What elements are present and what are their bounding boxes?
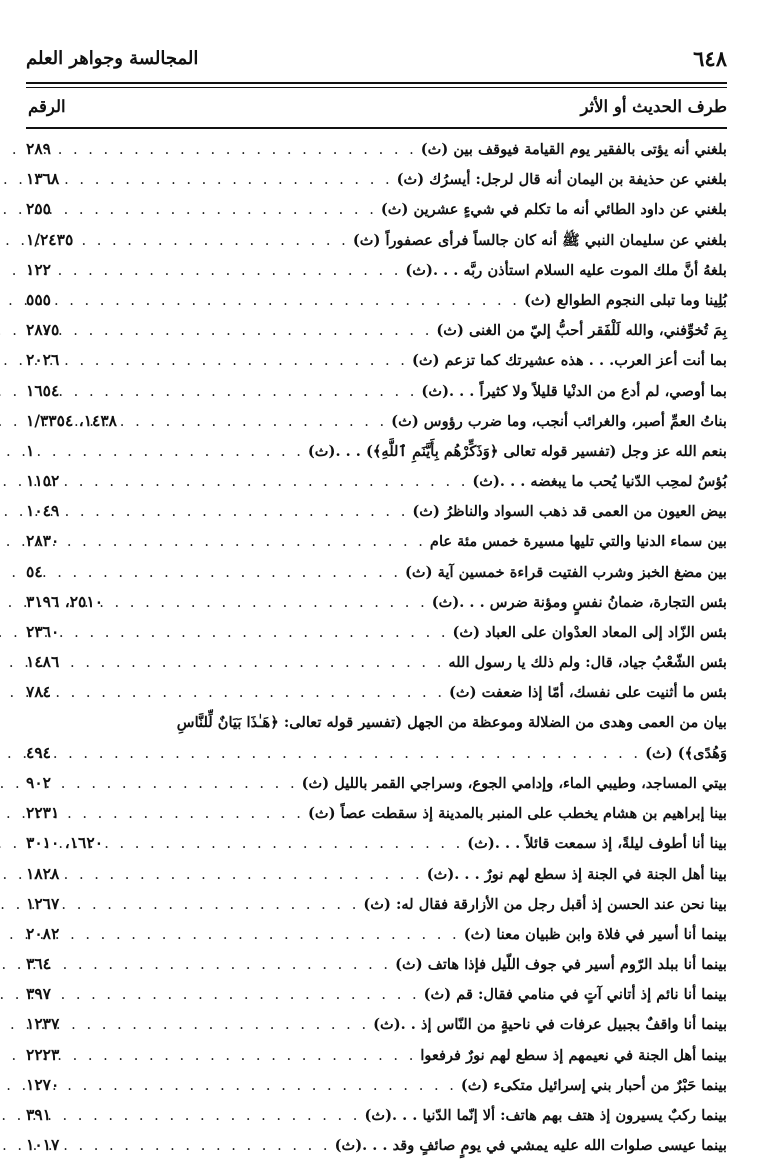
index-entry [26,1100,727,1130]
leader-dots [59,739,641,769]
index-entry [26,647,727,677]
leader-dots [51,558,401,588]
index-entry [26,345,727,375]
entry-text: بينما أنا أسير في فلاة وابن ظبيان معنا (ث) [463,925,727,943]
entry-number: ١٢٣٧ [26,1014,60,1034]
entry-text: بئس ما أثنيت على نفسك، أمّا إذا ضعفت (ث) [448,684,727,702]
entry-number: ٤٩٤ [26,742,51,762]
index-entry [26,587,727,617]
entry-number: ١٨٢٨ [26,863,60,883]
running-header [26,44,727,80]
leader-dots [67,165,392,195]
book-title: المجالسة وجواهر العلم [26,48,199,69]
index-entries [26,134,727,1160]
leader-dots [59,950,391,980]
index-entry [26,194,727,224]
entry-text: بئس الشّعْبُ جياد، قال: ولم ذلك يا رسول الله [448,654,727,672]
entry-number: ٢٥١٠، ٣١٩٦ [26,591,104,611]
index-entry [26,889,727,919]
header-rule-thin [26,87,727,88]
entry-text: بينما حَبْرٌ من أحبار بني إسرائيل متكىء (ث) [460,1076,727,1094]
leader-dots [42,437,304,467]
index-entry [26,315,727,345]
entry-number: ١١٥٢ [26,471,60,491]
leader-dots [67,497,408,527]
leader-dots [59,135,417,165]
entry-text: بلغني عن داود الطائي أنه ما تكلم في شيءٍ عشرين (ث) [380,201,727,219]
entry-text: بينما أنا واقفٌ بجبيل عرفات في ناحيةٍ من النّاس إذ . .(ث) [373,1016,727,1034]
entry-text: بلغني عن سليمان النبي ﷺ أنه كان جالساً فرأى عصفوراً (ث) [352,231,727,249]
leader-dots [67,618,448,648]
index-entry [26,436,727,466]
leader-dots [67,527,426,557]
leader-dots [67,316,432,346]
leader-dots [81,226,349,256]
entry-number: ٢٠٢٦ [26,350,60,370]
leader-dots [67,799,304,829]
entry-number: ١٣٦٨ [26,169,60,189]
index-entry [26,285,727,315]
entry-number: ١٠٤٩ [26,501,60,521]
entry-text: بناتُ العمِّ أصبر، والغرائب أنجب، وما ضرب رؤوس (ث) [391,412,727,430]
entry-text: بينما أنا نائم إذ أتاني آتٍ في منامي فقال: قم (ث) [423,986,727,1004]
leader-dots [67,920,459,950]
entry-text: بينما أهل الجنة في نعيمهم إذ سطع لهم نورٌ فرفعوا [420,1046,727,1064]
index-entry-first-line [26,708,727,738]
leader-dots [111,588,428,618]
index-entry [26,134,727,164]
entry-number: ٢٠٨٢ [26,923,60,943]
entry-number: ١٢٢ [26,259,51,279]
entry-text: بُؤسٌ لمحِب الدّنيا يُحب ما يبغضه . . .(ث) [472,473,727,491]
index-entry [26,979,727,1009]
leader-dots [59,769,298,799]
entry-number: ٣٩٧ [26,984,51,1004]
entry-number: ٢٨٧٥ [26,320,60,340]
index-entry [26,406,727,436]
entry-text: بينا أهل الجنة في الجنة إذ سطع لهم نورٌ . . .(ث) [426,865,727,883]
leader-dots [59,1101,360,1131]
index-entry [26,255,727,285]
leader-dots [67,467,468,497]
entry-text: بنعم الله عز وجل (تفسير قوله تعالى ﴿وَذَكِّرْهُم بِأَيَّنَمِ ٱللَّهِ﴾) . . .(ث) [307,442,727,460]
entry-number: ١٤٣٨، ١/٣٣٥٤ [26,410,118,430]
entry-number: ١/٢٤٣٥ [26,229,74,249]
entry-text: بما أنت أعز العرب. . . هذه عشيرتك كما تزعم (ث) [411,352,727,370]
entry-number: ١٦٢٠، ٣٠١٠ [26,833,104,853]
index-entry [26,798,727,828]
entry-number: ٢٨٩ [26,139,51,158]
index-entry [26,859,727,889]
index-entry [26,225,727,255]
entry-number: ٢٥٥ [26,199,51,219]
entry-number: ١٤٨٦ [26,652,60,672]
leader-dots [111,829,463,859]
entry-number: ١٢٦٧ [26,893,60,913]
index-entry [26,1070,727,1100]
index-entry-continuation [26,738,727,768]
leader-dots [67,346,408,376]
leader-dots [59,195,377,225]
entry-text: بين مضغ الخبز وشرب الفتيت قراءة خمسين آية (ث) [405,563,727,581]
entry-text: بلغهُ أنَّ ملك الموت عليه السلام استأذن ربَّه . . .(ث) [405,261,727,279]
index-entry [26,376,727,406]
entry-text: بئس التجارة، ضمانُ نفسٍ ومؤنة ضرس . . .(ث) [431,593,727,611]
column-header-number: الرقم [28,97,66,116]
leader-dots [67,1071,457,1101]
entry-number: ١٦٥٤ [26,380,60,400]
header-rule-thick [26,82,727,84]
entry-number: ٥٤ [26,561,43,581]
entry-text: بينا إبراهيم بن هشام يخطب على المنبر بالمدينة إذ سقطت عصاً (ث) [307,805,727,823]
index-entry [26,1040,727,1070]
entry-number: ٩٠٢ [26,772,51,792]
entry-number: ١٢٧٠ [26,1074,60,1094]
entry-text: بئس الزّاد إلى المعاد العدْوان على العباد (ث) [452,624,727,641]
entry-number: ٣٩١ [26,1105,51,1124]
leader-dots [59,678,445,708]
index-entry [26,919,727,949]
leader-dots [125,407,387,437]
entry-number: ١٠١٧ [26,1135,60,1155]
entry-text: بما أوصي، لم أدع من الدنْيا قليلاً ولا كثيراً . . .(ث) [421,382,727,400]
entry-number: ٢٢٣١ [26,803,60,823]
index-entry [26,768,727,798]
leader-dots [67,1131,330,1161]
entry-text: بُلِينا وما تبلى النجوم الطوالع (ث) [523,291,727,309]
index-entry [26,466,727,496]
index-entry [26,557,727,587]
page-number: ٦٤٨ [693,46,727,71]
index-entry [26,828,727,858]
leader-dots [67,890,359,920]
entry-text: بيض العيون من العمى قد ذهب السواد والناظرُ (ث) [412,503,727,521]
leader-dots [59,286,520,316]
entry-text: بلغني عن حذيفة بن اليمان أنه قال لرجل: أيسرُك (ث) [396,171,727,189]
entry-text: بينما أنا ببلد الرّوم أسير في جوف اللّيل فإذا هاتف (ث) [395,956,727,974]
entry-text: بينا نحن عند الحسن إذ أقبل رجل من الأزارقة فقال له: (ث) [363,895,727,913]
leader-dots [67,1041,416,1071]
entry-text: بين سماء الدنيا والتي تليها مسيرة خمس مئة عام [429,533,727,551]
column-headers [26,93,727,125]
index-entry [26,164,727,194]
entry-text: بيان من العمى وهدى من الضلالة وموعظة من الجهل (تفسير قوله تعالى: ﴿هَـٰذَا بَيَانٌ لِّلنَّاسِ [176,713,727,731]
entry-number: ٣٦٤ [26,954,51,974]
entry-text: بينا أنا أطوف ليلةً، إذ سمعت قائلاً . . .(ث) [467,835,727,853]
leader-dots [67,648,444,678]
entry-number: ٢٢٢٣ [26,1044,60,1064]
entry-text: بيتي المساجد، وطيبي الماء، وإدامي الجوع، وسراجي القمر بالليل (ث) [301,774,727,792]
entry-text: بلغني أنه يؤتى بالفقير يوم القيامة فيوقف بين (ث) [420,141,727,158]
entry-text: وَهُدًى﴾) (ث) [645,744,727,762]
index-entry [26,677,727,707]
index-entry [26,949,727,979]
entry-text: بينما عيسى صلوات الله عليه يمشي في يومٍ صائفٍ وقد . . .(ث) [334,1137,727,1155]
entry-text: بينما ركبٌ يسيرون إذ هتف بهم هاتف: ألا إنّما الدّنيا . . .(ث) [364,1107,727,1124]
entry-number: ٢٣٦٠ [26,622,60,641]
leader-dots [59,256,401,286]
index-entry [26,1130,727,1160]
entry-number: ١ [26,440,35,460]
column-header-rule [26,127,727,129]
leader-dots [67,377,417,407]
index-entry [26,496,727,526]
entry-text: بِمَ تُخوِّفني، والله لَلْفَقر أحبُّ إليّ من الغنى (ث) [436,322,727,340]
entry-number: ٢٨٣٠ [26,531,60,551]
index-entry [26,1009,727,1039]
entry-number: ٧٨٤ [26,682,51,702]
index-entry [26,526,727,556]
index-entry [26,617,727,647]
leader-dots [59,980,420,1010]
column-header-text: طرف الحديث أو الأثر [580,97,727,116]
entry-number: ٥٥٥ [26,289,51,309]
leader-dots [67,1010,369,1040]
leader-dots [67,860,422,890]
